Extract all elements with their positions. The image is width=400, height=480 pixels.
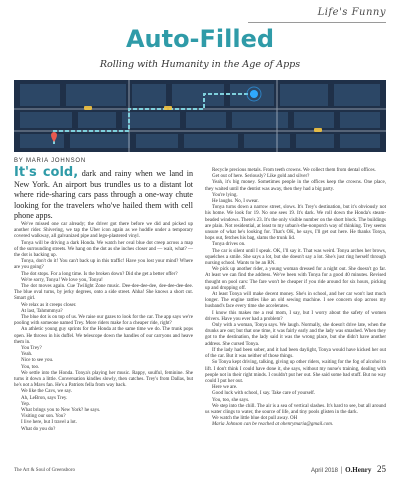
article-subtitle: Rolling with Humanity in the Age of Apps bbox=[99, 59, 301, 70]
article-title: Auto-Filled bbox=[125, 25, 275, 53]
paragraph: I live here, but I travel a lot. bbox=[21, 420, 77, 426]
paragraph: What brings you to New York? he says. bbox=[21, 408, 101, 414]
paragraph: Tonya drives on. bbox=[212, 242, 246, 248]
paragraph: The dot moves again. Cue Twilight Zone music. Dee-dee-dee-dee, dee-dee-dee-dee. The blue oval turns, by jerky degrees, onto a side street. Ahha! She knows a short cut. Smart girl. bbox=[14, 284, 193, 302]
paragraph: We like the Cavs, we say. bbox=[21, 389, 73, 395]
paragraph: Yeah, it's big money. Sometimes people in the offices keep the crowns. One place, they waited until the dentist was away, then they had a big party. bbox=[205, 180, 386, 192]
paragraph: Nice to see you. bbox=[21, 358, 54, 364]
magazine-name: O.Henry bbox=[345, 466, 372, 474]
paragraph: We relax as it creeps closer. bbox=[21, 302, 77, 308]
paragraph: Tonya will be driving a dark Honda. We watch her oval blue dot creep across a map of the surrounding streets. We hang on the dot as she inches closer and — wait, what? — the dot is backing up. bbox=[14, 240, 193, 258]
paragraph: What do you do? bbox=[21, 426, 56, 432]
city-map-illustration bbox=[14, 80, 386, 152]
paragraph: Visiting our son. You? bbox=[21, 414, 66, 420]
paragraph: So Tonya kept driving, talking, giving up other riders, waiting for the fog of alcohol to lift. I don't think I could have done it, she says, without my nurse's training, dealing with people not in their right minds. I couldn't put her out. She said some bad stuff. But no way could I put her out. bbox=[205, 360, 386, 384]
paragraph: If the lady had been sober, and it had been daylight, Tonya would have kicked her out of the car. But it was neither of those things. bbox=[205, 347, 386, 360]
paragraph: The car is silent until I speak. OK, I'll say it. That was weird. Tonya arches her brows, squelches a smile. She says a lot, but she doesn't say a lot. She's just ring herself through nursing school. Wants to be an RN. bbox=[205, 248, 386, 267]
paragraph: Ah, LeBron, says Trey. bbox=[21, 395, 68, 401]
paragraph: We watch the little blue dot pull away. OH bbox=[212, 416, 298, 422]
paragraph: We're sorry, Tonya! We love you, Tonya! bbox=[21, 277, 103, 283]
lead-paragraph bbox=[14, 165, 193, 222]
column-right bbox=[205, 168, 386, 429]
byline: BY MARIA JOHNSON bbox=[14, 158, 87, 164]
paragraph: Only with a woman, Tonya says. We laugh. Normally, she doesn't drive late, when the drunks are out; but that one time, it was fairly early and the lady was smashed. When they got to the destination, the lady said it was the wrong place, but she didn't have another address. She cursed Tonya. bbox=[205, 323, 386, 347]
paragraph: Recycle precious metals. From teeth crowns. We collect them from dental offices. bbox=[212, 168, 376, 173]
paragraph: Get out of here. Seriously? Like gold and silver? bbox=[212, 174, 310, 180]
paragraph: An athletic young guy sprints for the Honda at the same time we do. The trunk pops open. He throws in his duffel. We telescope down the handles of our carryons and heave them in. bbox=[14, 327, 193, 345]
page-number: 25 bbox=[377, 464, 386, 474]
paragraph: The blue dot is on top of us. We raise our gazes to look for the car. The app says we're pooling with someone named Trey. More riders make for a cheaper ride, right? bbox=[14, 315, 193, 327]
paragraph: Yeah. bbox=[21, 352, 33, 358]
lead-text: dark and rainy when we land in New York. An airport bus trundles us to a distant lot where ride-sharing cars pass through a one-way chute looking for the travelers who've hailed them with cell phone apps. bbox=[14, 169, 193, 221]
folio-divider: │ bbox=[339, 468, 344, 474]
paragraph: Tonya, don't do it! You can't back up in this traffic! Have you lost your mind? Where are you going? bbox=[14, 259, 193, 271]
author-credit: Maria Johnson can be reached at ohenrymaria@gmail.com. bbox=[212, 422, 334, 428]
paragraph: Here we are. bbox=[212, 385, 238, 391]
paragraph: We pick up another rider, a young woman dressed for a night out. She doesn't go far. At least we can find the address. We've been with Tonya for a good 40 minutes. Revised thought on pool cars: The fare won't be cheaper if you ride around for six hours, picking up and dropping off. bbox=[205, 267, 386, 291]
hero-illustration bbox=[14, 80, 386, 152]
paragraph: You, too. bbox=[21, 364, 40, 370]
paragraph: The dot stops. For a long time. Is the broken down? Did she get a better offer? bbox=[21, 271, 178, 277]
paragraph: Good luck with school, I say. Take care of yourself. bbox=[212, 391, 316, 397]
paragraph: You, too, she says. bbox=[212, 397, 250, 403]
paragraph: I know this makes me a real mom, I say, but I worry about the safety of women drivers. Have you ever had a problem? bbox=[205, 310, 386, 322]
paragraph: We've missed one car already; the driver got there before we did and picked up another rider. Shivering, we tap the Uber icon again as we huddle under a temporary covered walkway, all galvanized pipe and lego-plastered vinyl. bbox=[14, 221, 193, 240]
paragraph: We settle into the Honda. Tonya's playing her music. Rappy, soulful, feminine. She turns it down a little. Conversation kindles slowly, then catches. Trey's from Dallas, but he's not a Mavs fan. He's a Patriots fella from way back. bbox=[14, 370, 193, 389]
column-left bbox=[14, 165, 193, 433]
footer-tagline: The Art & Soul of Greensboro bbox=[14, 468, 75, 473]
paragraph: We step into the chill. The air is a sea of vertical slashes. It's hard to see, but all around us water clings to water, the source of life, and tiny pools glisten in the dark. bbox=[205, 403, 386, 415]
paragraph: You're lying. bbox=[212, 192, 238, 198]
section-rule bbox=[248, 22, 386, 23]
paragraph: At least Tonya will make decent money. She's in school, and her car won't last much longer. The engine rattles like an old sewing machine. I see concern slop across my husband's face every time she accelerates. bbox=[205, 292, 386, 310]
issue-date: April 2018 bbox=[310, 468, 338, 474]
paragraph: Tonya turns down a narrow street, slows. It's Trey's destination, but it's obviously not his home. We look for 19. No one sees 19. It's dark. We roll down the Honda's steam-beaded windows. There's 23. It's the only visible number on the short block. The buildings are plain. Not residential, at least to my urban's-the-nonporch way of thinking. Trey seems unsure of what he's looking for. That's OK, he says, I'll get out here. He thanks Tonya, hops out, fetches his bag, slams the trunk lid. bbox=[205, 205, 386, 242]
paragraph: At last, Tahmmmya? bbox=[21, 308, 63, 314]
folio bbox=[311, 464, 386, 474]
paragraph: You Trey? bbox=[21, 346, 42, 352]
section-label: Life's Funny bbox=[317, 7, 386, 18]
lead-dropcap: It's cold, bbox=[14, 165, 79, 180]
paragraph: He laughs. No, I swear. bbox=[212, 199, 259, 205]
paragraph: Yep. bbox=[21, 401, 31, 407]
